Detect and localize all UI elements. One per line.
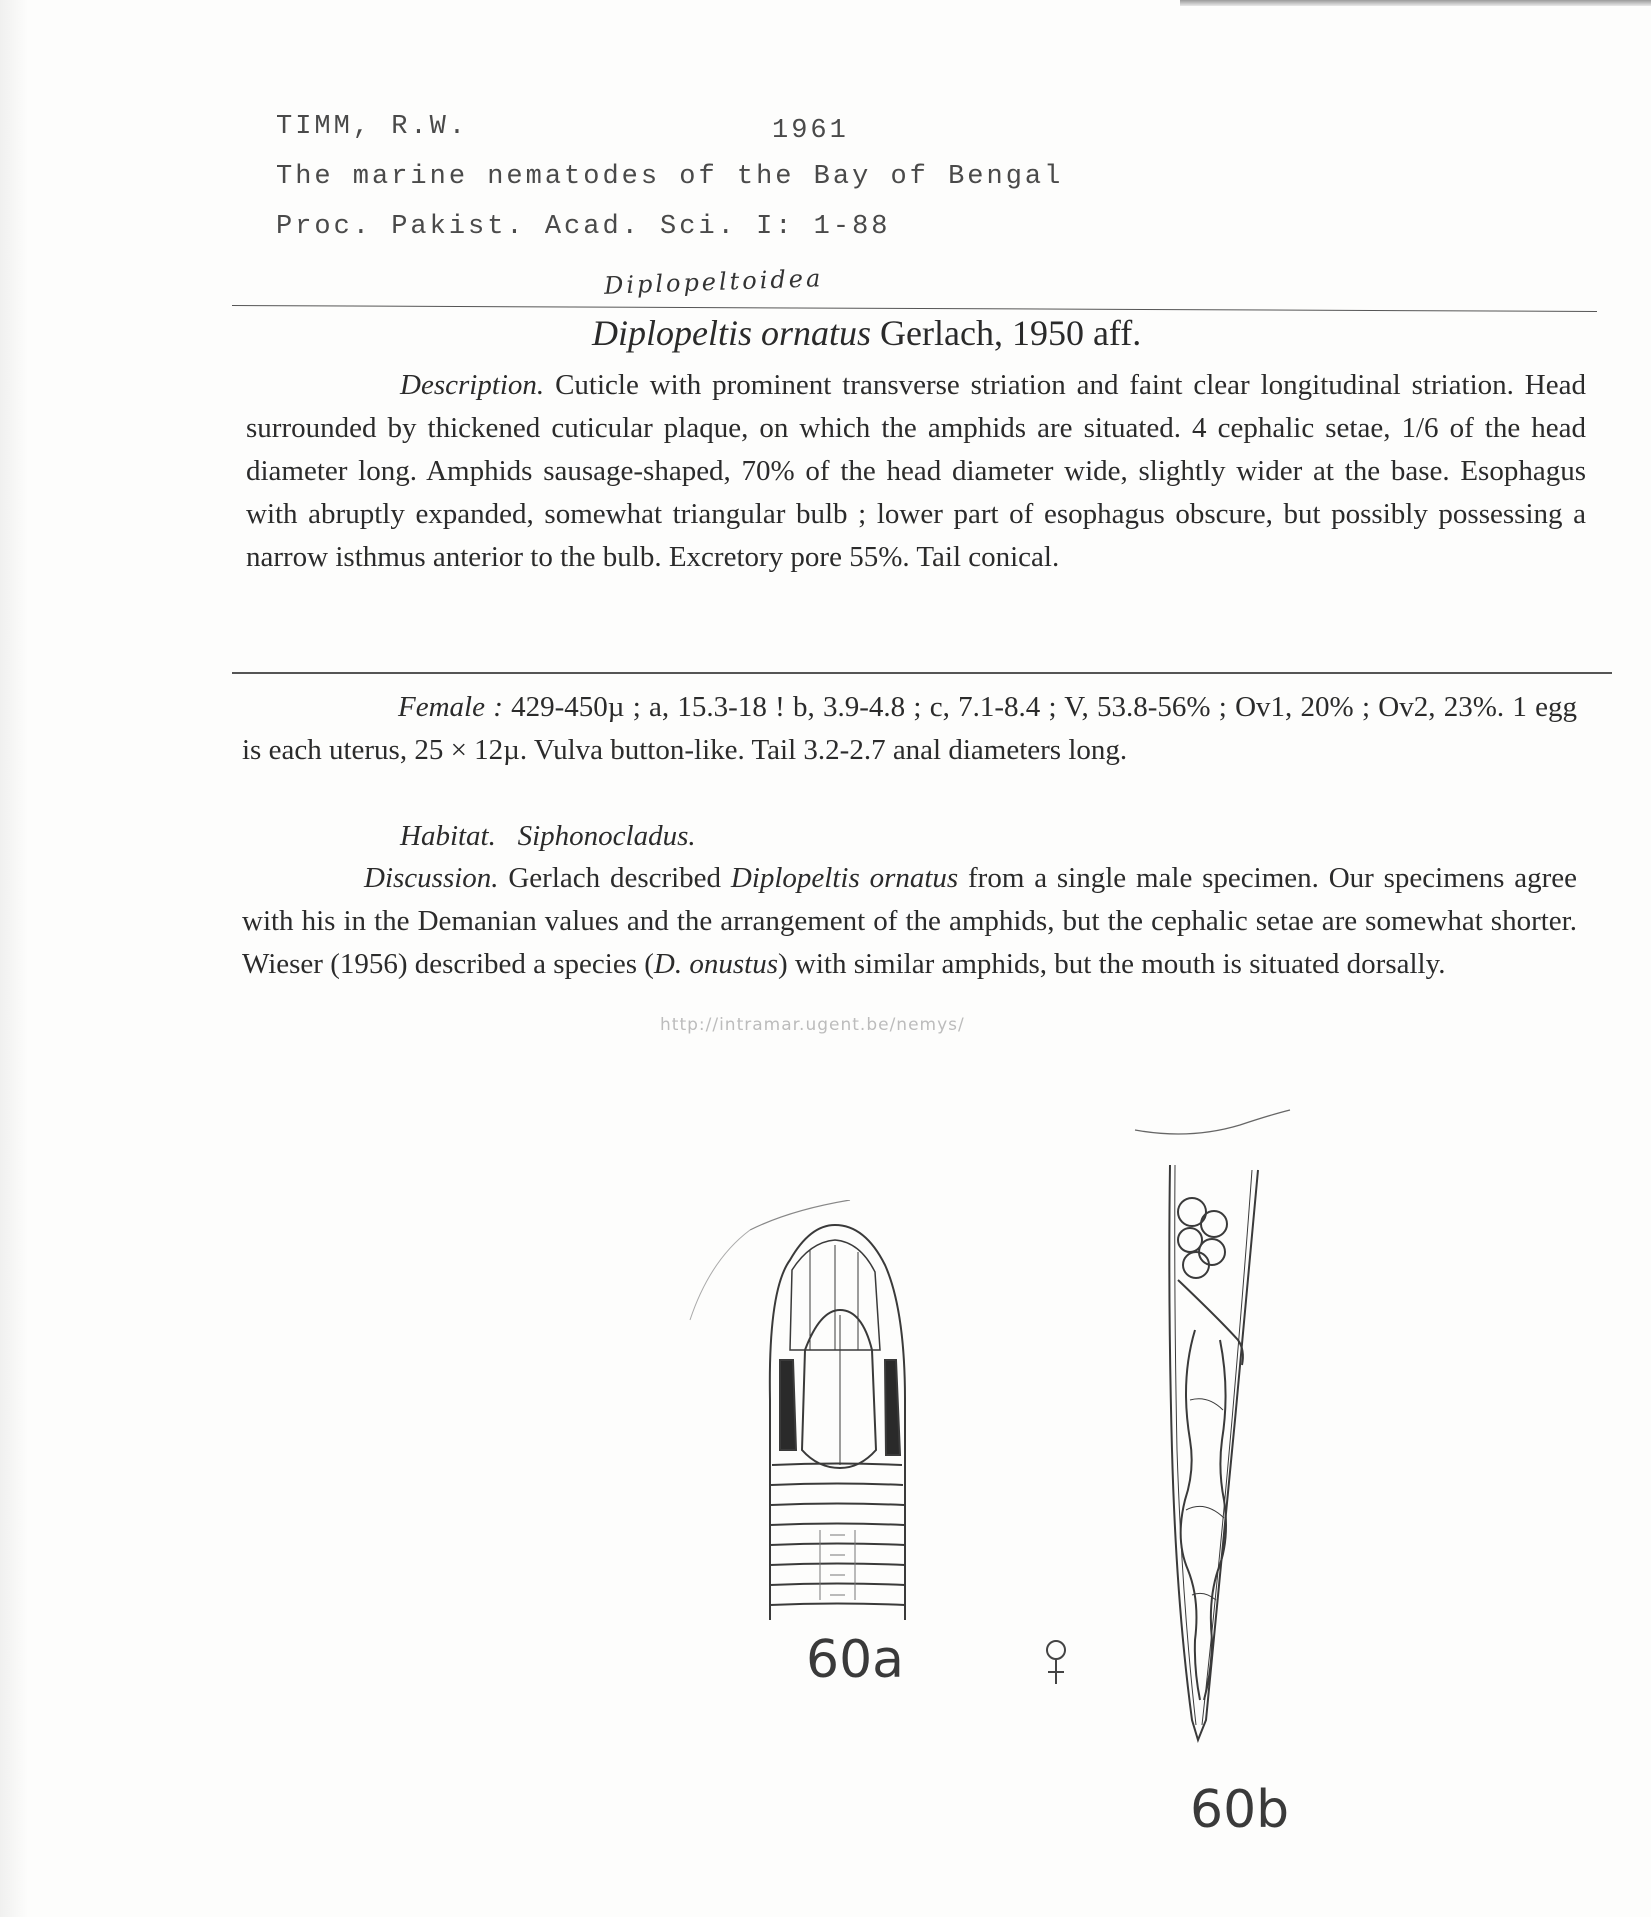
figure-label-60a: 60a <box>806 1630 905 1690</box>
species-heading <box>592 312 1141 354</box>
female-text: 429-450µ ; a, 15.3-18 ! b, 3.9-4.8 ; c, 7.1-8.4 ; V, 53.8-56% ; Ov1, 20% ; Ov2, 23%. 1 egg is each uterus, 25 × 12µ. Vulva button-like. Tail 3.2-2.7 anal diameters long. <box>242 691 1577 766</box>
discussion-species-2: D. onustus <box>653 948 778 980</box>
watermark-url: http://intramar.ugent.be/nemys/ <box>660 1015 965 1035</box>
discussion-paragraph <box>242 857 1577 986</box>
discussion-species: Diplopeltis ornatus <box>730 862 959 894</box>
description-paragraph <box>246 364 1586 579</box>
figure-label-60b: 60b <box>1190 1780 1290 1840</box>
habitat-text: Siphonocladus. <box>517 820 696 852</box>
discussion-text-3: ) with similar amphids, but the mouth is situated dorsally. <box>777 948 1446 980</box>
female-symbol-icon <box>1044 1638 1068 1688</box>
figure-60b-tail-drawing <box>1120 1100 1360 1760</box>
divider-middle <box>232 672 1612 674</box>
figure-60a-head-drawing <box>680 1200 940 1620</box>
scan-edge-top <box>1180 0 1651 6</box>
description-heading: Description. <box>400 369 545 401</box>
citation-author: TIMM, R.W. <box>276 112 469 142</box>
handwritten-family-note: Diplopeltoidea <box>603 264 824 300</box>
citation-title: The marine nematodes of the Bay of Bengal <box>276 162 1064 192</box>
description-text: Cuticle with prominent transverse striation and faint clear longitudinal striation. Head surrounded by thickened cuticular plaque, on which the amphids are situated. 4 cephalic setae, 1/6 of the head diameter long. Amphids sausage-shaped, 70% of the head diameter wide, slightly wider at the base. Esophagus with abruptly expanded, somewhat triangular bulb ; lower part of esophagus obscure, but possibly possessing a narrow isthmus anterior to the bulb. Excretory pore 55%. Tail conical. <box>246 369 1586 573</box>
discussion-text-2: from a single male specimen. Our specimens agree with his in the Demanian values and the arrangement of the amphids, but the cephalic setae are somewhat shorter. Wieser (1956) described a species ( <box>242 862 1578 980</box>
scan-edge-left <box>0 0 28 1917</box>
female-paragraph <box>242 686 1577 772</box>
citation-journal: Proc. Pakist. Acad. Sci. I: 1-88 <box>276 212 891 242</box>
habitat-paragraph <box>400 815 1300 858</box>
species-name: Diplopeltis ornatus <box>592 313 872 353</box>
female-heading: Female : <box>398 691 503 723</box>
discussion-heading: Discussion. <box>364 862 499 894</box>
divider-top <box>232 305 1597 312</box>
habitat-heading: Habitat. <box>400 820 496 852</box>
discussion-text-1: Gerlach described <box>498 862 731 894</box>
citation-year: 1961 <box>772 116 849 146</box>
species-authority: Gerlach, 1950 aff. <box>871 313 1142 353</box>
